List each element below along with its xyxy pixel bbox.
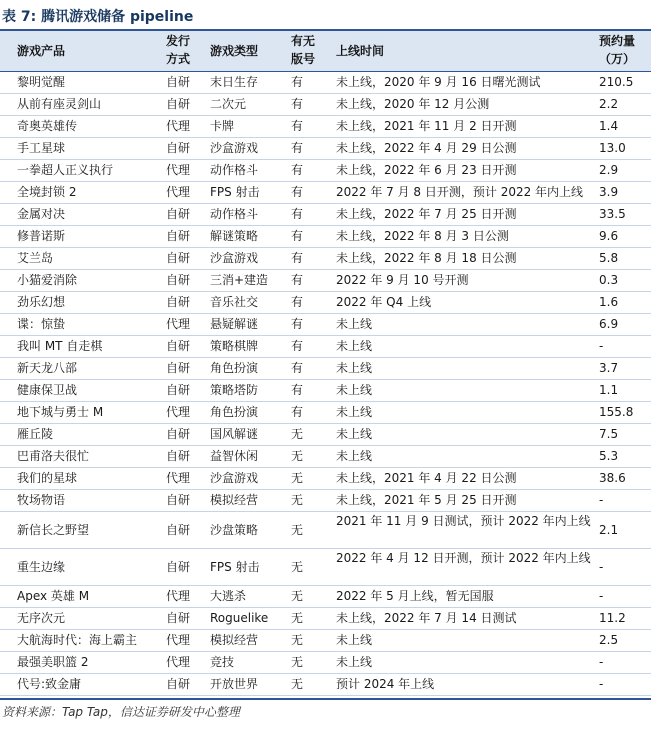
cell-publish: 代理	[166, 589, 191, 603]
cell-license: 无	[291, 560, 304, 574]
cell-launch: 2022 年 Q4 上线	[336, 295, 432, 309]
cell-name: 我们的星球	[17, 471, 78, 485]
cell-reserve: 5.8	[599, 251, 619, 265]
cell-launch: 未上线，2021 年 4 月 22 日公测	[336, 471, 517, 485]
cell-launch: 2022 年 7 月 8 日开测，预计 2022 年内上线	[336, 185, 584, 199]
cell-publish: 代理	[166, 633, 191, 647]
cell-launch: 2022 年 5 月上线，暂无国服	[336, 589, 494, 603]
cell-launch: 未上线，2022 年 4 月 29 日公测	[336, 141, 517, 155]
cell-launch: 未上线，2022 年 7 月 14 日测试	[336, 611, 517, 625]
cell-launch: 未上线，2022 年 8 月 18 日公测	[336, 251, 517, 265]
header-name: 游戏产品	[17, 44, 66, 58]
cell-name: 修普诺斯	[17, 229, 66, 243]
cell-license: 无	[291, 655, 304, 669]
cell-license: 有	[291, 229, 304, 243]
cell-genre: 解谜策略	[210, 229, 259, 243]
cell-reserve: 2.9	[599, 163, 619, 177]
table-row	[0, 72, 651, 94]
cell-launch: 未上线，2020 年 12 月公测	[336, 97, 490, 111]
header-publish-line2: 方式	[166, 52, 191, 66]
cell-publish: 自研	[166, 273, 191, 287]
table-row	[0, 512, 651, 549]
cell-reserve: 33.5	[599, 207, 626, 221]
cell-reserve: 9.6	[599, 229, 619, 243]
cell-license: 有	[291, 207, 304, 221]
cell-reserve: 7.5	[599, 427, 619, 441]
cell-publish: 自研	[166, 339, 191, 353]
cell-genre: 卡牌	[210, 119, 235, 133]
cell-reserve: 11.2	[599, 611, 626, 625]
cell-genre: 模拟经营	[210, 493, 259, 507]
cell-reserve: 1.1	[599, 383, 619, 397]
cell-launch: 未上线	[336, 655, 373, 669]
cell-genre: 悬疑解谜	[210, 317, 259, 331]
cell-genre: 沙盒游戏	[210, 141, 259, 155]
table-row	[0, 292, 651, 314]
cell-launch: 未上线	[336, 383, 373, 397]
cell-reserve: 13.0	[599, 141, 626, 155]
cell-publish: 自研	[166, 560, 191, 574]
table-row	[0, 608, 651, 630]
cell-genre: 末日生存	[210, 75, 259, 89]
cell-reserve: -	[599, 493, 604, 507]
cell-license: 有	[291, 119, 304, 133]
table-row	[0, 549, 651, 586]
cell-publish: 代理	[166, 655, 191, 669]
cell-genre: 大逃杀	[210, 589, 247, 603]
cell-publish: 自研	[166, 295, 191, 309]
cell-license: 无	[291, 677, 304, 691]
cell-license: 有	[291, 163, 304, 177]
cell-reserve: -	[599, 589, 604, 603]
cell-launch: 未上线	[336, 449, 373, 463]
cell-launch: 未上线	[336, 633, 373, 647]
cell-genre: 音乐社交	[210, 295, 259, 309]
cell-launch: 未上线，2022 年 7 月 25 日开测	[336, 207, 517, 221]
cell-license: 有	[291, 273, 304, 287]
cell-launch: 未上线	[336, 361, 373, 375]
table-row	[0, 248, 651, 270]
table-row	[0, 314, 651, 336]
table-row	[0, 586, 651, 608]
cell-publish: 代理	[166, 405, 191, 419]
cell-publish: 自研	[166, 75, 191, 89]
cell-name: 谍：惊蛰	[17, 317, 66, 331]
cell-name: 地下城与勇士 M	[17, 405, 104, 419]
cell-genre: 三消+建造	[210, 273, 269, 287]
table-row	[0, 490, 651, 512]
cell-reserve: 155.8	[599, 405, 634, 419]
cell-license: 有	[291, 317, 304, 331]
cell-license: 有	[291, 339, 304, 353]
cell-genre: 动作格斗	[210, 207, 259, 221]
table-row	[0, 116, 651, 138]
table-title: 表 7: 腾讯游戏储备 pipeline	[2, 9, 194, 25]
header-reserve-line2: （万）	[599, 52, 636, 66]
cell-genre: 角色扮演	[210, 361, 259, 375]
cell-name: 健康保卫战	[17, 383, 78, 397]
cell-name: 劲乐幻想	[17, 295, 66, 309]
cell-license: 无	[291, 611, 304, 625]
cell-license: 有	[291, 185, 304, 199]
cell-name: 从前有座灵剑山	[17, 97, 102, 111]
cell-reserve: 1.6	[599, 295, 619, 309]
cell-launch: 未上线，2021 年 11 月 2 日开测	[336, 119, 517, 133]
cell-license: 有	[291, 361, 304, 375]
cell-name: 全境封锁 2	[17, 185, 77, 199]
bottom-rule	[0, 698, 651, 700]
cell-genre: 角色扮演	[210, 405, 259, 419]
cell-reserve: -	[599, 677, 604, 691]
cell-name: 新信长之野望	[17, 523, 90, 537]
table-row	[0, 270, 651, 292]
cell-name: Apex 英雄 M	[17, 589, 90, 603]
cell-name: 一拳超人正义执行	[17, 163, 114, 177]
cell-reserve: 3.9	[599, 185, 619, 199]
cell-name: 雁丘陵	[17, 427, 54, 441]
header-license-line2: 版号	[291, 52, 316, 66]
header-genre: 游戏类型	[210, 44, 259, 58]
cell-name: 巴甫洛夫很忙	[17, 449, 90, 463]
cell-license: 无	[291, 449, 304, 463]
cell-publish: 自研	[166, 97, 191, 111]
cell-name: 金属对决	[17, 207, 66, 221]
table-row	[0, 468, 651, 490]
table-body	[0, 72, 651, 696]
table-header	[0, 31, 651, 72]
cell-name: 代号:致金庸	[17, 677, 82, 691]
cell-genre: 沙盘策略	[210, 523, 259, 537]
cell-license: 有	[291, 405, 304, 419]
table-row	[0, 226, 651, 248]
cell-publish: 自研	[166, 251, 191, 265]
table-row	[0, 138, 651, 160]
cell-publish: 代理	[166, 163, 191, 177]
cell-genre: FPS 射击	[210, 560, 260, 574]
cell-publish: 自研	[166, 207, 191, 221]
cell-launch: 2021 年 11 月 9 日测试，预计 2022 年内上线	[336, 514, 591, 528]
cell-launch: 未上线	[336, 427, 373, 441]
cell-name: 牧场物语	[17, 493, 66, 507]
cell-license: 无	[291, 493, 304, 507]
cell-name: 新天龙八部	[17, 361, 78, 375]
cell-name: 黎明觉醒	[17, 75, 66, 89]
cell-reserve: 38.6	[599, 471, 626, 485]
table-row	[0, 182, 651, 204]
cell-license: 无	[291, 523, 304, 537]
table-row	[0, 674, 651, 696]
cell-genre: 沙盒游戏	[210, 471, 259, 485]
cell-license: 无	[291, 633, 304, 647]
cell-name: 艾兰岛	[17, 251, 54, 265]
source-note: 资料来源：Tap Tap，信达证券研发中心整理	[2, 705, 240, 719]
cell-genre: 竞技	[210, 655, 235, 669]
cell-genre: 沙盒游戏	[210, 251, 259, 265]
cell-launch: 未上线	[336, 317, 373, 331]
header-launch: 上线时间	[336, 44, 385, 58]
cell-license: 无	[291, 427, 304, 441]
table-row	[0, 630, 651, 652]
cell-publish: 自研	[166, 229, 191, 243]
cell-genre: FPS 射击	[210, 185, 260, 199]
cell-name: 手工星球	[17, 141, 66, 155]
cell-genre: 模拟经营	[210, 633, 259, 647]
table-row	[0, 380, 651, 402]
cell-publish: 代理	[166, 119, 191, 133]
cell-license: 有	[291, 141, 304, 155]
table-row	[0, 336, 651, 358]
cell-publish: 自研	[166, 493, 191, 507]
cell-launch: 2022 年 4 月 12 日开测，预计 2022 年内上线	[336, 551, 591, 565]
cell-name: 重生边缘	[17, 560, 66, 574]
cell-reserve: 2.5	[599, 633, 619, 647]
cell-reserve: 1.4	[599, 119, 619, 133]
header-publish-line1: 发行	[166, 34, 191, 48]
table-row	[0, 94, 651, 116]
table-row	[0, 446, 651, 468]
cell-publish: 自研	[166, 611, 191, 625]
cell-publish: 自研	[166, 449, 191, 463]
cell-genre: 国风解谜	[210, 427, 259, 441]
cell-name: 小猫爱消除	[17, 273, 78, 287]
cell-publish: 代理	[166, 185, 191, 199]
cell-genre: 二次元	[210, 97, 247, 111]
cell-name: 无序次元	[17, 611, 66, 625]
cell-publish: 自研	[166, 427, 191, 441]
cell-license: 无	[291, 589, 304, 603]
cell-reserve: 0.3	[599, 273, 619, 287]
cell-publish: 自研	[166, 141, 191, 155]
cell-reserve: -	[599, 339, 604, 353]
cell-license: 有	[291, 75, 304, 89]
cell-license: 有	[291, 97, 304, 111]
cell-name: 我叫 MT 自走棋	[17, 339, 103, 353]
cell-genre: 益智休闲	[210, 449, 259, 463]
cell-genre: Roguelike	[210, 611, 269, 625]
cell-license: 有	[291, 295, 304, 309]
table-row	[0, 160, 651, 182]
cell-launch: 未上线	[336, 405, 373, 419]
cell-name: 最强美职篮 2	[17, 655, 89, 669]
cell-genre: 开放世界	[210, 677, 259, 691]
table-row	[0, 204, 651, 226]
table-row	[0, 402, 651, 424]
cell-name: 大航海时代：海上霸主	[17, 633, 138, 647]
cell-publish: 自研	[166, 677, 191, 691]
cell-reserve: 3.7	[599, 361, 619, 375]
cell-publish: 自研	[166, 383, 191, 397]
cell-launch: 未上线	[336, 339, 373, 353]
cell-launch: 未上线，2022 年 8 月 3 日公测	[336, 229, 509, 243]
cell-reserve: -	[599, 560, 604, 574]
table-row	[0, 652, 651, 674]
cell-reserve: 2.2	[599, 97, 619, 111]
cell-launch: 未上线，2022 年 6 月 23 日开测	[336, 163, 517, 177]
cell-genre: 动作格斗	[210, 163, 259, 177]
header-reserve-line1: 预约量	[599, 34, 636, 48]
cell-reserve: 5.3	[599, 449, 619, 463]
cell-launch: 未上线，2021 年 5 月 25 日开测	[336, 493, 517, 507]
cell-reserve: 6.9	[599, 317, 619, 331]
cell-publish: 自研	[166, 523, 191, 537]
table-row	[0, 358, 651, 380]
cell-launch: 2022 年 9 月 10 号开测	[336, 273, 469, 287]
cell-genre: 策略塔防	[210, 383, 259, 397]
cell-license: 有	[291, 383, 304, 397]
cell-reserve: 2.1	[599, 523, 619, 537]
cell-publish: 自研	[166, 361, 191, 375]
cell-license: 有	[291, 251, 304, 265]
cell-reserve: -	[599, 655, 604, 669]
header-license-line1: 有无	[291, 34, 316, 48]
cell-launch: 未上线，2020 年 9 月 16 日曙光测试	[336, 75, 541, 89]
cell-publish: 代理	[166, 471, 191, 485]
cell-genre: 策略棋牌	[210, 339, 259, 353]
cell-launch: 预计 2024 年上线	[336, 677, 435, 691]
cell-publish: 代理	[166, 317, 191, 331]
table-row	[0, 424, 651, 446]
cell-reserve: 210.5	[599, 75, 634, 89]
cell-name: 奇奥英雄传	[17, 119, 78, 133]
cell-license: 无	[291, 471, 304, 485]
